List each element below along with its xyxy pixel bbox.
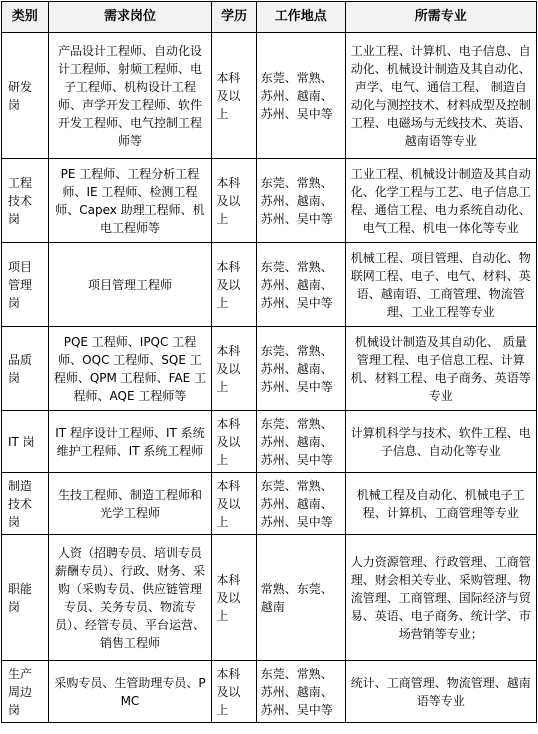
table-row: [2, 243, 537, 327]
table-row: [2, 159, 537, 243]
majors-cell: 计算机科学与技术、软件工程、电子信息、自动化等专业: [345, 411, 536, 473]
location-cell: 东莞、常熟、苏州、越南、苏州、吴中等: [256, 159, 345, 243]
education-cell: 本科及以上: [212, 327, 256, 411]
education-cell: 本科及以上: [212, 473, 256, 535]
table-row: [2, 411, 537, 473]
education-cell: 本科及以上: [212, 243, 256, 327]
positions-cell: 项目管理工程师: [48, 243, 212, 327]
category-cell: 制造技术岗: [2, 473, 49, 535]
location-cell: 东莞、常熟、苏州、越南、苏州、吴中等: [256, 411, 345, 473]
category-cell: 职能岗: [2, 535, 49, 661]
location-cell: 东莞、常熟、苏州、越南、苏州、吴中等: [256, 661, 345, 723]
education-cell: 本科及以上: [212, 159, 256, 243]
education-cell: 本科及以上: [212, 535, 256, 661]
majors-cell: 机械工程及自动化、机械电子工程、计算机、工商管理等专业: [345, 473, 536, 535]
table-row: [2, 661, 537, 723]
positions-cell: 生技工程师、制造工程师和光学工程师: [48, 473, 212, 535]
header-positions: 需求岗位: [48, 2, 212, 33]
category-cell: IT 岗: [2, 411, 49, 473]
category-cell: 品质岗: [2, 327, 49, 411]
table-row: [2, 473, 537, 535]
majors-cell: 人力资源管理、行政管理、工商管理、财会相关专业、采购管理、物流管理、工商管理、国际经济与贸易、英语、电子商务、统计学、市场营销等专业；: [345, 535, 536, 661]
header-location: 工作地点: [256, 2, 345, 33]
location-cell: 东莞、常熟、苏州、越南、苏州、吴中等: [256, 327, 345, 411]
recruitment-table-page: [0, 1, 538, 734]
education-cell: 本科及以上: [212, 661, 256, 723]
education-cell: 本科及以上: [212, 411, 256, 473]
majors-cell: 机械工程、项目管理、自动化、物联网工程、电子、电气、材料、英语、越南语、工商管理、物流管理、工业工程等专业: [345, 243, 536, 327]
positions-cell: PQE 工程师、IPQC 工程师、OQC 工程师、SQE 工程师、QPM 工程师、FAE 工程师、AQE 工程师等: [48, 327, 212, 411]
category-cell: 研发岗: [2, 33, 49, 159]
header-majors: 所需专业: [345, 2, 536, 33]
location-cell: 东莞、常熟、苏州、越南、苏州、吴中等: [256, 243, 345, 327]
location-cell: 常熟、东莞、越南: [256, 535, 345, 661]
table-row: [2, 535, 537, 661]
header-row: [2, 2, 537, 33]
positions-cell: IT 程序设计工程师、IT 系统维护工程师、IT 系统工程师: [48, 411, 212, 473]
location-cell: 东莞、常熟、苏州、越南、苏州、吴中等: [256, 33, 345, 159]
majors-cell: 工业工程、机械设计制造及其自动化、化学工程与工艺、电子信息工程、通信工程、电力系统自动化、电气工程、机电一体化等专业: [345, 159, 536, 243]
positions-cell: 人资（招聘专员、培训专员薪酬专员）、行政、财务、采购（采购专员、供应链管理专员、关务专员、物流专员）、经管专员、平台运营、销售工程师: [48, 535, 212, 661]
header-category: 类别: [2, 2, 49, 33]
category-cell: 工程技术岗: [2, 159, 49, 243]
category-cell: 生产周边岗: [2, 661, 49, 723]
table-row: [2, 327, 537, 411]
positions-cell: PE 工程师、工程分析工程师、IE 工程师、检测工程师、Capex 助理工程师、机电工程师等: [48, 159, 212, 243]
majors-cell: 机械设计制造及其自动化、 质量管理工程、电子信息工程、计算机、材料工程、电子商务、英语等专业: [345, 327, 536, 411]
category-cell: 项目管理岗: [2, 243, 49, 327]
majors-cell: 统计、工商管理、物流管理、越南语等专业: [345, 661, 536, 723]
positions-cell: 采购专员、生管助理专员、PMC: [48, 661, 212, 723]
table-row: [2, 33, 537, 159]
majors-cell: 工业工程、计算机、电子信息、自动化、机械设计制造及其自动化、声学、电气、通信工程、 制造自动化与测控技术、材料成型及控制工程、电磁场与无线技术、英语、越南语等专业: [345, 33, 536, 159]
location-cell: 东莞、常熟、苏州、越南、苏州、吴中等: [256, 473, 345, 535]
education-cell: 本科及以上: [212, 33, 256, 159]
header-education: 学历: [212, 2, 256, 33]
recruitment-table: [1, 1, 537, 723]
positions-cell: 产品设计工程师、自动化设计工程师、射频工程师、电子工程师、机构设计工程师、声学开发工程师、软件开发工程师、电气控制工程师等: [48, 33, 212, 159]
